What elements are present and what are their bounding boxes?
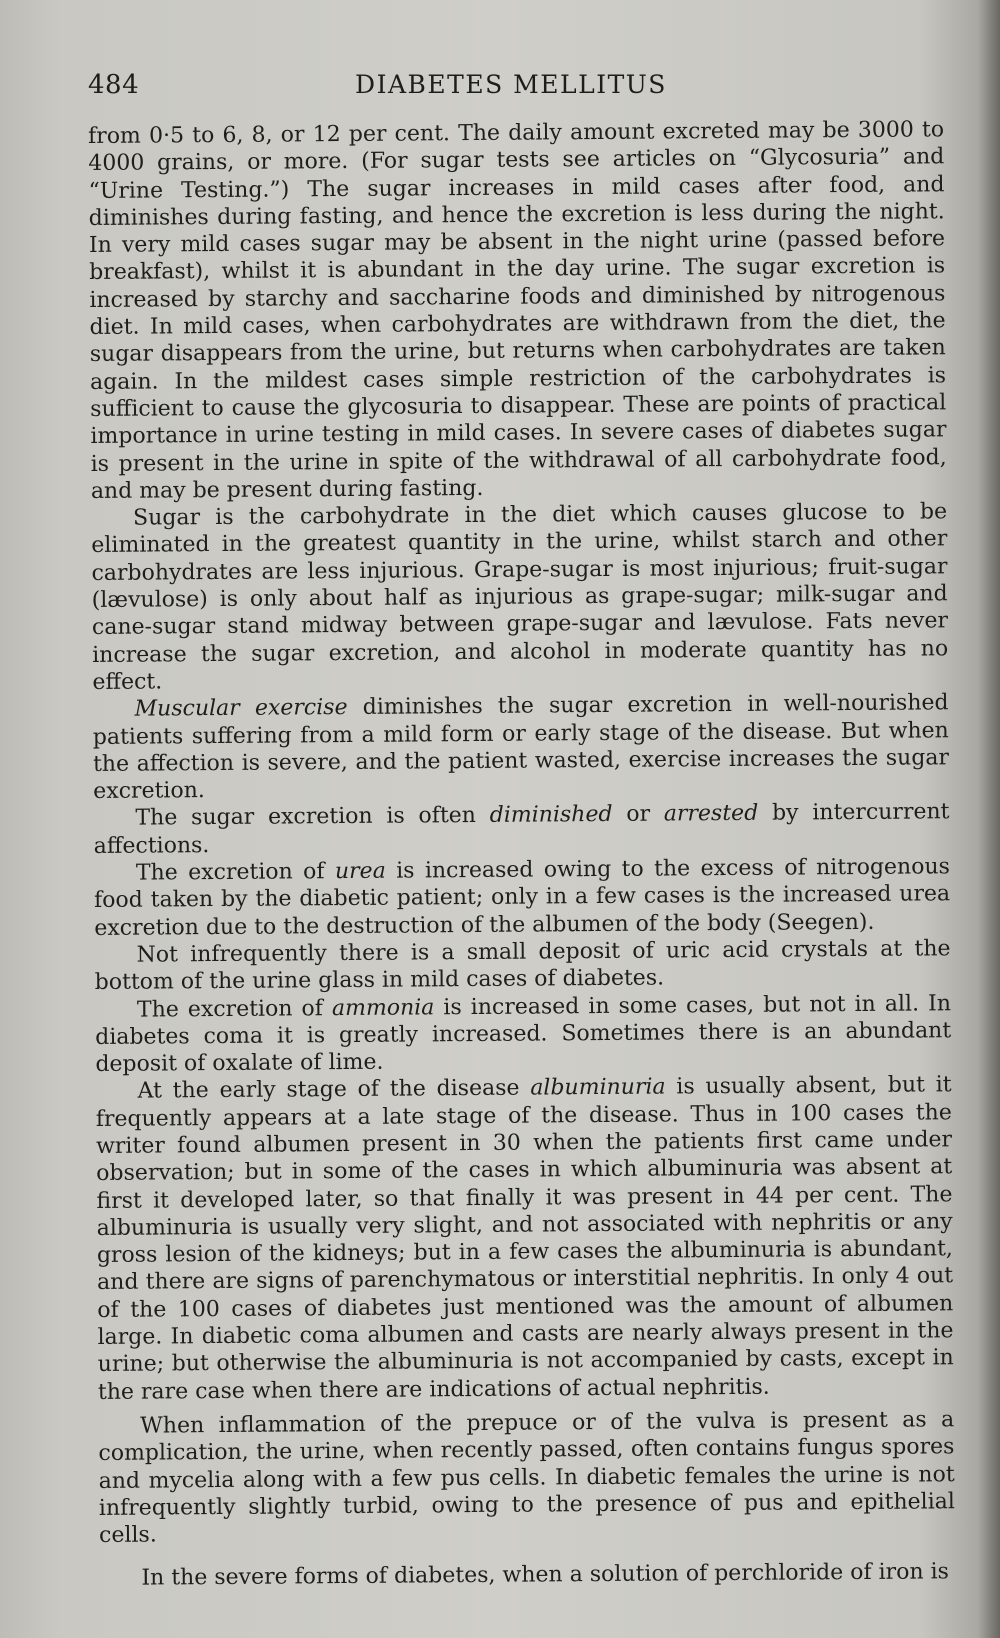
emphasis-term: albuminuria xyxy=(530,1074,666,1101)
paragraph-8-text-b: is usually absent, but it frequently appears at a late stage of the disease. Thus in 100 cases the writer found albumen present in 30 when the patients first came under observation; but in some of the cases in which albuminuria was absent at first it developed later, so that finally it was present in 44 per cent. The albuminuria is usually very slight, and not associated with nephritis or any gross lesion of the kidneys; but in a few cases the albuminuria is abundant, and there are signs of parenchymatous or interstitial nephritis. In only 4 out of the 100 cases of diabetes just mentioned was the amount of albumen large. In diabetic coma albumen and casts are nearly always present in the urine; but otherwise the albuminuria is not accompanied by casts, except in the rare case when there are indications of actual nephritis. xyxy=(95,1072,954,1405)
paragraph-7-text-a: The excretion of xyxy=(136,995,333,1023)
paragraph-8 xyxy=(96,1072,955,1406)
body-text xyxy=(88,116,956,1592)
emphasis-term: diminished xyxy=(489,802,613,829)
paragraph-6: Not infrequently there is a small deposit of uric acid crystals at the bottom of the urine glass in mild cases of diabetes. xyxy=(94,936,951,996)
emphasis-term: ammonia xyxy=(331,994,435,1021)
paragraph-4-text-b: or xyxy=(612,801,664,828)
paragraph-4-text-a: The sugar excretion is often xyxy=(135,803,490,832)
paragraph-5-text-a: The excretion of xyxy=(135,859,336,886)
emphasis-term: Muscular exercise xyxy=(134,695,348,722)
paragraph-3-text: diminishes the sugar excretion in well-nourished patients suffering from a mild form or early stage of the disease. But when the affection is severe, and the patient wasted, exercise increases the sugar excretion. xyxy=(92,690,950,805)
paragraph-3 xyxy=(93,689,950,805)
paragraph-1: from 0·5 to 6, 8, or 12 per cent. The daily amount excreted may be 3000 to 4000 grains, or more. (For sugar tests see articles on “Glycosuria” and “Urine Testing.”) The sugar increases in mild cases after food, and diminishes during fasting, and hence the excretion is less during the night. In very mild cases sugar may be absent in the night urine (passed before breakfast), whilst it is abundant in the day urine. The sugar excretion is increased by starchy and saccharine foods and diminished by nitrogenous diet. In mild cases, when carbohydrates are withdrawn from the diet, the sugar disappears from the urine, but returns when carbohydrates are taken again. In the mildest cases simple restriction of the carbohydrates is sufficient to cause the glycosuria to disappear. These are points of practical importance in urine testing in mild cases. In severe cases of diabetes sugar is present in the urine in spite of the withdrawal of all carbohydrate food, and may be present during fasting. xyxy=(88,117,947,504)
paragraph-5 xyxy=(94,853,951,942)
paragraph-9: When inflammation of the prepuce or of the vulva is present as a complication, the urine, when recently passed, often contains fungus spores and mycelia along with a few pus cells. In diabetic females the urine is not infrequently slightly turbid, owing to the presence of pus and epithelial cells. xyxy=(98,1407,955,1549)
paragraph-8-text-a: At the early stage of the disease xyxy=(137,1075,531,1105)
running-title: DIABETES MELLITUS xyxy=(355,70,667,99)
paragraph-4-text-c: by intercurrent affections. xyxy=(93,799,950,859)
page-header xyxy=(88,70,934,110)
paragraph-4 xyxy=(93,799,949,860)
paragraph-7 xyxy=(95,990,952,1079)
page-edge-shadow xyxy=(978,0,1000,1638)
emphasis-term: urea xyxy=(334,858,386,885)
paragraph-7-text-b: is increased in some cases, but not in all. In diabetes coma it is greatly increased. Sometimes there is an abundant deposit of oxalate of lime. xyxy=(95,990,952,1078)
emphasis-term: arrested xyxy=(663,801,759,827)
paragraph-10: In the severe forms of diabetes, when a solution of perchloride of iron is xyxy=(141,1559,949,1592)
paragraph-2: Sugar is the carbohydrate in the diet which causes glucose to be eliminated in the greatest quantity in the urine, whilst starch and other carbohydrates are less injurious. Grape-sugar is most injurious; fruit-sugar (lævulose) is only about half as injurious as grape-sugar; milk-sugar and cane-sugar stand midway between grape-sugar and lævulose. Fats never increase the sugar excretion, and alcohol in moderate quantity has no effect. xyxy=(91,499,949,695)
page-number: 484 xyxy=(88,70,140,100)
paragraph-5-text-b: is increased owing to the excess of nitrogenous food taken by the diabetic patient; only in a few cases is the increased urea excretion due to the destruction of the albumen of the body (Seegen). xyxy=(94,854,951,941)
